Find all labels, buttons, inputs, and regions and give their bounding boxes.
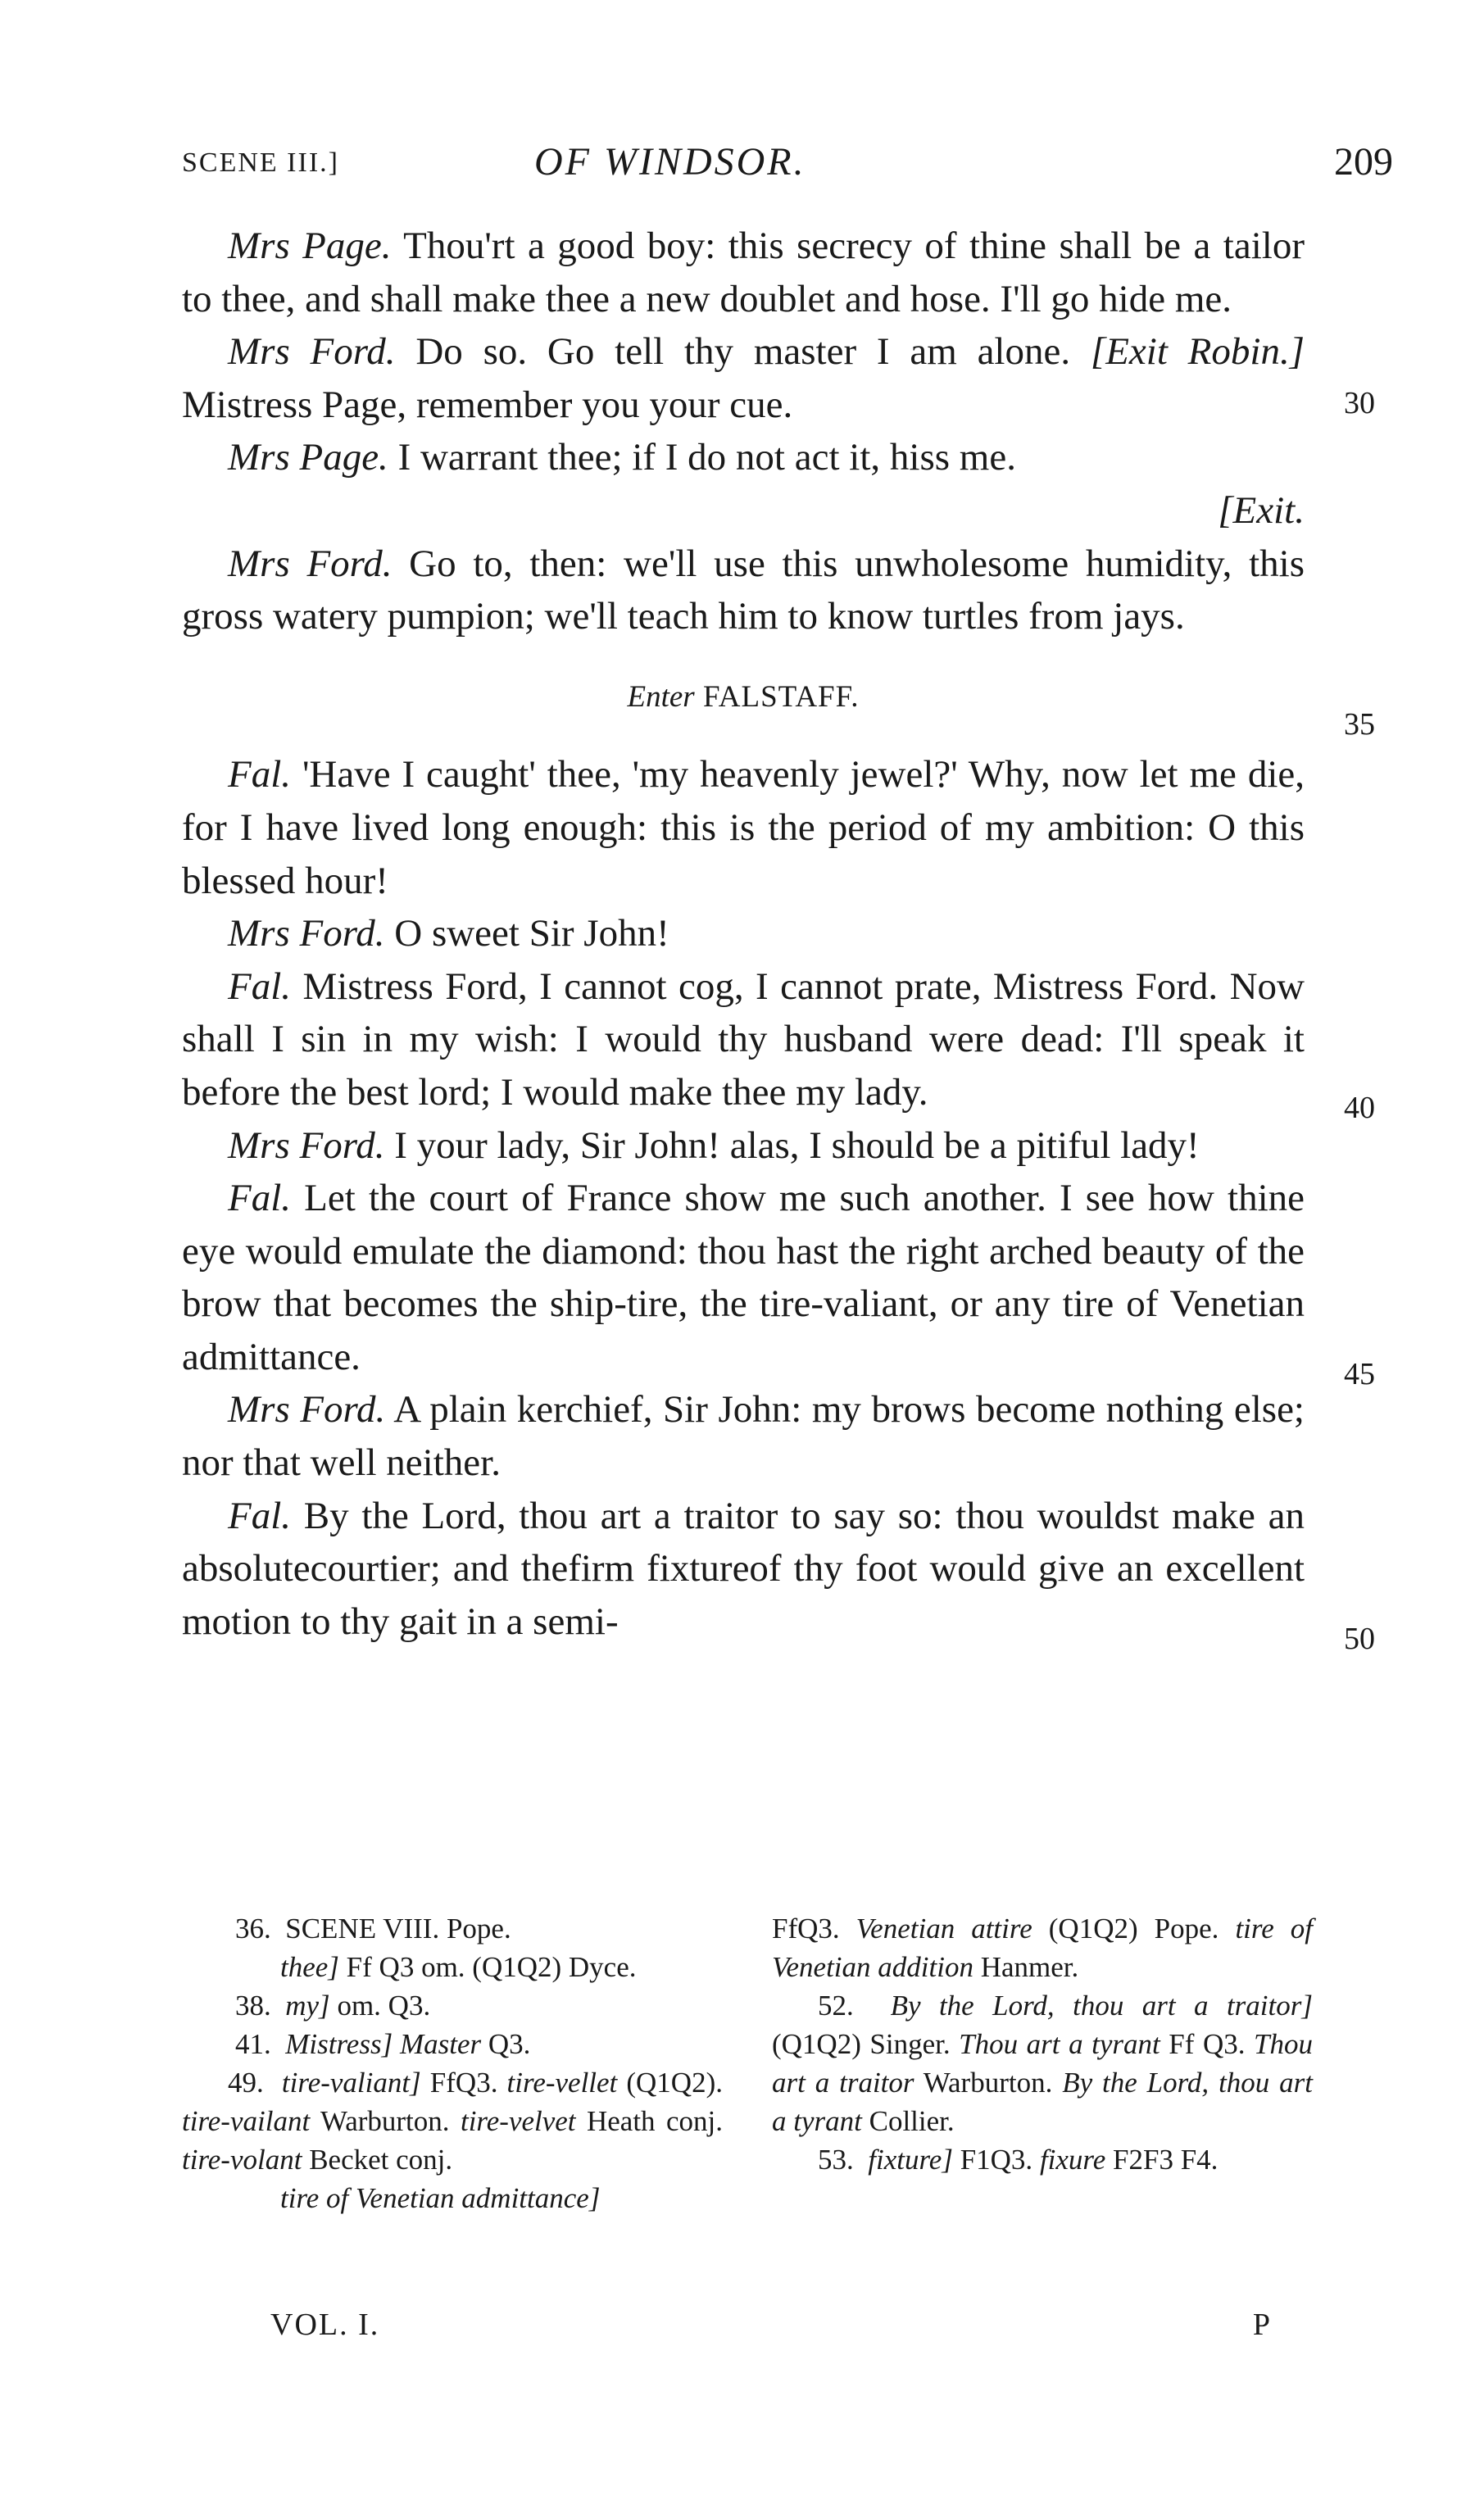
note-text: F2F3 F4. xyxy=(1105,2144,1219,2176)
note-text: Collier. xyxy=(861,2105,955,2137)
note-text: Warburton. xyxy=(310,2105,461,2137)
speech-text: Mistress Page, remember you your cue. xyxy=(182,383,793,426)
speech xyxy=(182,1490,1305,1649)
note-lemma: thee] xyxy=(280,1951,339,1983)
speech xyxy=(182,960,1305,1119)
running-title: OF WINDSOR. xyxy=(534,140,806,184)
speaker: Mrs Ford. xyxy=(228,542,393,585)
note-lemma: By the Lord, thou art a traitor] xyxy=(890,1990,1313,2022)
signature-mark: P xyxy=(1252,2308,1270,2342)
speech xyxy=(182,538,1305,643)
note-line-number: 52. xyxy=(818,1990,854,2022)
note-text: Becket conj. xyxy=(302,2144,453,2176)
speech-text: Mistress Ford, I cannot cog, I cannot prate, Mistress Ford. Now shall I sin in my wish: I would thy husband were dead: I'll speak it before the best lord; I would make thee my lady. xyxy=(182,964,1305,1114)
note-line-number: 36. xyxy=(235,1913,271,1945)
note-variant: tire-vailant xyxy=(182,2105,311,2137)
note xyxy=(772,2140,1313,2179)
speaker: Mrs Ford. xyxy=(228,1123,385,1167)
speech-text: A plain kerchief, Sir John: my brows become nothing else; nor that well neither. xyxy=(182,1388,1305,1485)
stage-direction: [Exit Robin.] xyxy=(1090,330,1305,374)
note-variant: tire-velvet xyxy=(460,2105,576,2137)
page-number: 209 xyxy=(1334,140,1393,184)
note-text: F1Q3. xyxy=(952,2144,1040,2176)
note-text: Warburton. xyxy=(914,2067,1063,2099)
speaker: Mrs Page. xyxy=(228,436,388,479)
scene-label: SCENE III.] xyxy=(182,147,339,178)
note-text: FfQ3. xyxy=(772,1913,856,1945)
speech-text: By the Lord, thou art a traitor to say so: thou wouldst make an absolutecourtier; and thefirm fixtureof thy foot would give an excellent motion to thy gait in a semi- xyxy=(182,1494,1305,1643)
note-text: Hanmer. xyxy=(973,1951,1079,1983)
note xyxy=(772,1909,1313,1986)
speaker: Fal. xyxy=(228,1494,292,1537)
note xyxy=(182,1909,723,1948)
speech-text: Thou'rt a good boy: this secrecy of thine shall be a tailor to thee, and shall make thee a new doublet and hose. I'll go hide me. xyxy=(182,225,1305,320)
note-variant: Master xyxy=(393,2028,482,2060)
running-header xyxy=(182,139,1393,188)
note-text: Heath conj. xyxy=(575,2105,723,2137)
line-number: 35 xyxy=(1344,707,1375,742)
speech-text: Let the court of France show me such another. I see how thine eye would emulate the diamond: thou hast the right arched beauty of the brow that becomes the ship-tire, the tire-valiant, or any tire of Venetian admittance. xyxy=(182,1177,1305,1378)
note-text: om. Q3. xyxy=(329,1990,431,2022)
speech xyxy=(182,1172,1305,1383)
note-line-number: 41. xyxy=(235,2028,271,2060)
note-lemma: Mistress] xyxy=(285,2028,393,2060)
speech xyxy=(182,907,1305,960)
note xyxy=(182,1986,723,2025)
note-text: Ff Q3 om. (Q1Q2) Dyce. xyxy=(338,1951,637,1983)
volume-label: VOL. I. xyxy=(270,2308,380,2342)
speaker: Fal. xyxy=(228,964,292,1008)
stage-direction-entrance xyxy=(182,671,1305,724)
stage-direction-enter: Enter xyxy=(627,679,695,714)
notes-column-left xyxy=(182,1909,723,2217)
note xyxy=(182,2025,723,2063)
speaker: Mrs Ford. xyxy=(228,330,396,374)
note-lemma: fixture] xyxy=(868,2144,953,2176)
note-text: SCENE VIII. Pope. xyxy=(285,1913,511,1945)
note-variant: fixure xyxy=(1039,2144,1106,2176)
note xyxy=(182,1948,723,1986)
speaker: Mrs Ford. xyxy=(228,912,385,955)
note-text: Ff Q3. xyxy=(1160,2028,1255,2060)
notes-column-right xyxy=(772,1909,1313,2179)
stage-direction: [Exit. xyxy=(1218,488,1305,532)
speaker: Mrs Ford. xyxy=(228,1388,386,1432)
note-variant: tire-vellet xyxy=(506,2067,618,2099)
speech xyxy=(182,748,1305,907)
note xyxy=(182,2063,723,2179)
speaker: Fal. xyxy=(228,753,292,796)
note-variant: tire of Venetian addition xyxy=(772,1913,1313,1983)
note-variant: tire-volant xyxy=(182,2144,302,2176)
speech-text: Go to, then: we'll use this unwholesome humidity, this gross watery pumpion; we'll teach him to know turtles from jays. xyxy=(182,542,1305,638)
note-variant: By the Lord, thou art a tyrant xyxy=(772,2067,1314,2137)
note-text: (Q1Q2) Singer. xyxy=(772,2028,960,2060)
note xyxy=(772,1986,1313,2140)
speaker: Fal. xyxy=(228,1177,292,1220)
line-number: 40 xyxy=(1344,1091,1375,1125)
note-variant: Venetian attire xyxy=(855,1913,1032,1945)
note-text: Q3. xyxy=(481,2028,531,2060)
note-variant: Thou art a traitor xyxy=(772,2028,1313,2099)
note-lemma: my] xyxy=(285,1990,330,2022)
speaker: Mrs Page. xyxy=(228,225,392,267)
note-text: (Q1Q2) Pope. xyxy=(1032,1913,1236,1945)
speech-text: I warrant thee; if I do not act it, hiss me. xyxy=(388,436,1016,479)
speech xyxy=(182,431,1305,484)
note-text: FfQ3. xyxy=(420,2067,507,2099)
speech-text: O sweet Sir John! xyxy=(384,912,669,955)
speech xyxy=(182,1383,1305,1489)
line-number: 45 xyxy=(1344,1357,1375,1391)
note-line-number: 49. xyxy=(228,2067,264,2099)
note-lemma: tire-valiant] xyxy=(281,2067,421,2099)
speech xyxy=(182,325,1305,431)
note-line-number: 38. xyxy=(235,1990,271,2022)
speech xyxy=(182,1119,1305,1173)
note-lemma: tire of Venetian admittance] xyxy=(280,2182,601,2214)
speech-text: 'Have I caught' thee, 'my heavenly jewel?' Why, now let me die, for I have lived long enough: this is the period of my ambition: O this blessed hour! xyxy=(182,753,1305,902)
speech xyxy=(182,220,1305,325)
line-number: 50 xyxy=(1344,1622,1375,1656)
speech-text: Do so. Go tell thy master I am alone. xyxy=(395,330,1091,374)
note-variant: Thou art a tyrant xyxy=(959,2028,1160,2060)
speech-text: I your lady, Sir John! alas, I should be a pitiful lady! xyxy=(384,1123,1200,1167)
note xyxy=(182,2179,723,2217)
play-text xyxy=(182,220,1305,1648)
line-number: 30 xyxy=(1344,386,1375,420)
note-line-number: 53. xyxy=(818,2144,854,2176)
note-text: (Q1Q2). xyxy=(617,2067,723,2099)
stage-direction-character: FALSTAFF. xyxy=(694,679,860,714)
